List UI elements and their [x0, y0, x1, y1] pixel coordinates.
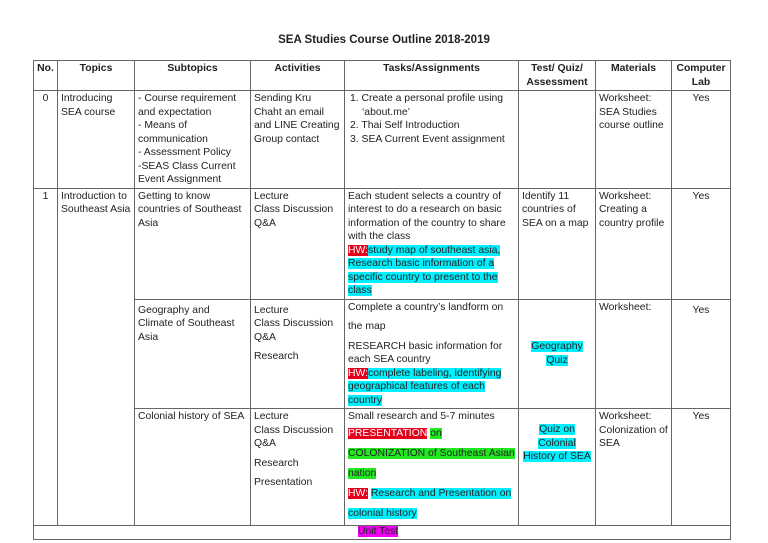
subtopic-item: -SEAS Class Current Event Assignment: [138, 160, 236, 185]
task-text: Small research and 5-7 minutes: [348, 411, 495, 422]
hw-label: HW:: [348, 487, 369, 499]
row-no: 0: [34, 91, 58, 189]
row-tasks: [345, 299, 519, 409]
header-subtopics: Subtopics: [135, 61, 251, 91]
table-row: [34, 299, 731, 409]
subtopic-item: - Means of communication: [138, 120, 208, 145]
hw-text: complete labeling, identifying geographical features of each country: [348, 367, 502, 406]
row-no: 1: [34, 188, 58, 525]
row-activities: Sending Kru Chaht an email and LINE Creating Group contact: [251, 91, 345, 189]
course-outline-table: [33, 60, 731, 540]
row-subtopic: Geography and Climate of Southeast Asia: [135, 299, 251, 409]
task-text: RESEARCH basic information for each SEA country: [348, 340, 503, 365]
row-subtopic: Colonial history of SEA: [135, 409, 251, 526]
activity-item: Class Discussion: [254, 204, 334, 215]
header-row: [34, 61, 731, 91]
activity-item: Presentation: [254, 477, 313, 488]
row-topic: Introduction to Southeast Asia: [58, 188, 135, 525]
task-item: 1. Create a personal profile using ‘about.me’: [350, 93, 504, 118]
activity-item: Q&A: [254, 331, 276, 343]
activity-item: Q&A: [254, 438, 276, 449]
activity-item: Research: [254, 351, 299, 362]
task-text: the map: [348, 321, 386, 332]
unit-test-label: Unit Test: [358, 525, 399, 537]
table-row: [34, 409, 731, 526]
unit-test-cell: [34, 525, 731, 539]
hw-text: study map of southeast asia, Research basic information of a specific country to present to the class: [348, 244, 501, 296]
subtopic-item: - Course requirement and expectation: [138, 93, 237, 118]
quiz-text: Geography Quiz: [531, 341, 583, 366]
row-materials: Worksheet: SEA Studies course outline: [596, 91, 672, 189]
activity-item: Q&A: [254, 217, 276, 229]
hw-label: HW:: [348, 367, 369, 379]
row-lab: Yes: [672, 188, 731, 299]
table-row: [34, 188, 731, 299]
activity-item: Lecture: [254, 304, 289, 316]
presentation-text: on COLONIZATION of Southeast Asian nation: [348, 427, 515, 479]
header-topics: Topics: [58, 61, 135, 91]
row-test: Identify 11 countries of SEA on a map: [519, 188, 596, 299]
row-topic: Introducing SEA course: [58, 91, 135, 189]
task-text: Each student selects a country of interest to do a research on basic information of the country to share with the class: [348, 190, 506, 242]
document-title: SEA Studies Course Outline 2018-2019: [278, 34, 490, 46]
header-activities: Activities: [251, 61, 345, 91]
row-activities: [251, 299, 345, 409]
unit-test-row: [34, 525, 731, 539]
header-materials: Materials: [596, 61, 672, 91]
hw-text: Research and Presentation on colonial history: [348, 487, 512, 519]
quiz-text: Quiz on Colonial History of SEA: [523, 424, 591, 462]
table-row: [34, 91, 731, 189]
row-subtopics: [135, 91, 251, 189]
subtopic-item: - Assessment Policy: [138, 147, 231, 158]
row-subtopic: Getting to know countries of Southeast Asia: [135, 188, 251, 299]
row-tasks: [345, 409, 519, 526]
task-item: 2. Thai Self Introduction: [350, 120, 460, 131]
row-lab: Yes: [672, 91, 731, 189]
header-lab: Computer Lab: [672, 61, 731, 91]
task-item: 3. SEA Current Event assignment: [350, 133, 505, 145]
presentation-label: PRESENTATION: [348, 427, 428, 439]
row-test: [519, 299, 596, 409]
header-tasks: Tasks/Assignments: [345, 61, 519, 91]
row-materials: Worksheet:: [596, 299, 672, 409]
hw-label: HW:: [348, 244, 369, 256]
row-materials: Worksheet: Colonization of SEA: [596, 409, 672, 526]
row-test: [519, 409, 596, 526]
activity-item: Class Discussion: [254, 424, 334, 436]
row-tasks: [345, 188, 519, 299]
row-lab: Yes: [672, 409, 731, 526]
header-test: Test/ Quiz/ Assessment: [519, 61, 596, 91]
activity-item: Lecture: [254, 190, 289, 202]
row-activities: [251, 188, 345, 299]
activity-item: Class Discussion: [254, 318, 334, 329]
header-no: No.: [34, 61, 58, 91]
row-tasks: [345, 91, 519, 189]
row-materials: Worksheet: Creating a country profile: [596, 188, 672, 299]
activity-item: Lecture: [254, 411, 289, 422]
row-activities: [251, 409, 345, 526]
row-lab: Yes: [672, 299, 731, 409]
activity-item: Research: [254, 457, 299, 469]
row-test: [519, 91, 596, 189]
task-text: Complete a country’s landform on: [348, 301, 504, 313]
